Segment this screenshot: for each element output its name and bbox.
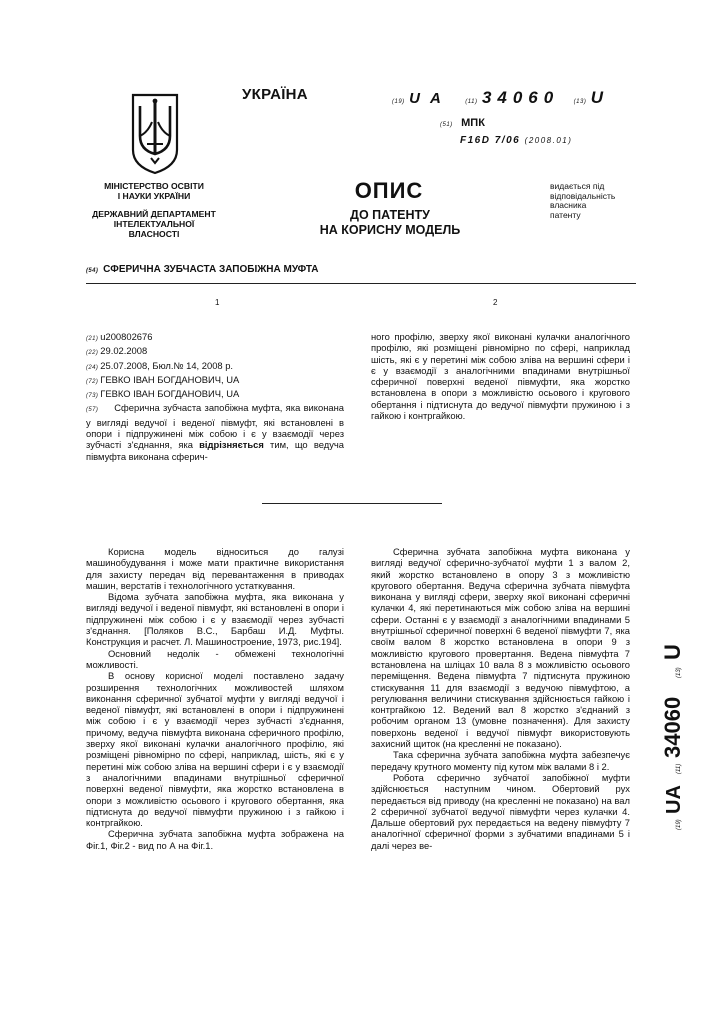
mpk-class: F16D 7/06 bbox=[460, 135, 521, 146]
application-number: u200802676 bbox=[100, 331, 153, 342]
utility-model-title bbox=[86, 264, 319, 275]
claim-text-2: тим, що ведуча півмуфта виконана сферич- bbox=[86, 439, 344, 462]
description-paragraph: Робота сферично зубчатої запобіжної муфти здійснюється наступним чином. Обертовий рух передається від приводу (на кресленні не показано) на вал 2 сферичної зубчатої ведучої півмуфти через кулачки 4. Дальше обертовий рух передається на ведену півмуфту 7 аналогічної сферичної форми з зубчатими впадинами 5 і далі через ве- bbox=[371, 771, 630, 851]
inid-22: (22) bbox=[86, 350, 99, 357]
filing-date-row bbox=[86, 345, 344, 359]
side-patent-label bbox=[652, 582, 692, 832]
description-paragraph: Така сферична зубчата запобіжна муфта забезпечує передачу крутного моменту під кутом між валами 8 і 2. bbox=[371, 749, 630, 772]
note-line-3: власника bbox=[550, 200, 587, 210]
inid-24: (24) bbox=[86, 364, 99, 371]
patent-code-line bbox=[392, 88, 603, 108]
publication-row bbox=[86, 360, 344, 374]
description-paragraph: Корисна модель відноситься до галузі машинобудування і може мати практичне використання для захисту передач від перевантаження в приводах машин, верстатів і технологічного устаткування. bbox=[86, 546, 344, 591]
owner-name: ГЕВКО ІВАН БОГДАНОВИЧ, UA bbox=[100, 388, 240, 400]
filing-date: 29.02.2008 bbox=[100, 345, 148, 357]
inid-72: (72) bbox=[86, 378, 99, 385]
inventor-name: ГЕВКО ІВАН БОГДАНОВИЧ, UA bbox=[100, 373, 240, 385]
subtitle-line-2: НА КОРИСНУ МОДЕЛЬ bbox=[319, 223, 461, 237]
document-subtitle bbox=[300, 208, 480, 238]
description-right-column bbox=[371, 546, 630, 851]
inid-73: (73) bbox=[86, 393, 99, 400]
note-line-1: видається під bbox=[550, 181, 605, 191]
department-line-3: ВЛАСНОСТІ bbox=[128, 229, 180, 239]
mpk-class-line bbox=[460, 130, 572, 148]
country-code: UA bbox=[409, 90, 451, 107]
claim-end-divider bbox=[262, 503, 442, 504]
claim-continuation-text: ного профілю, зверху якої виконані кулачки аналогічного профілю, які розміщені рівномірно по сфері, наприклад шість, які є у перетині між собою зліва на вершині сфери і є у взаємодії з аналогічними впадинами внутрішньої сферичної поверхні веденої півмуфти, яка жорстко встановлена в опори з можливістю осьового і кругового обертання і підтиснута до ведучої півмуфти пружиною і з гайкою і контргайкою. bbox=[371, 331, 630, 422]
title-divider bbox=[86, 283, 636, 284]
country-name: УКРАЇНА bbox=[242, 86, 308, 103]
inid-54: (54) bbox=[86, 268, 99, 274]
inid-11: (11) bbox=[465, 99, 478, 105]
inventor-row bbox=[86, 374, 344, 388]
ukraine-trident-emblem bbox=[130, 92, 180, 176]
description-paragraph: Сферична зубчата запобіжна муфта виконана у вигляді ведучої сферично-зубчатої муфти 1 з валом 2, який жорстко встановлено в опору 3 з можливістю кругового обертання. Ведуча сферична зубчата півмуфта виконана у вигляді сфери, зверху якої виконані сферичні кулачки 4, які перетинаються між собою зліва на вершині сфери. Останні є у взаємодії з аналогічними впадинами 5 внутрішньої сферичної поверхні 6 веденої півмуфти 7, яка своїм валом 8 жорстко встановлена в опори 9 з можливістю кругового провертання. Ведена півмуфта 7 встановлена на шліцах 10 вала 8 з можливістю осьового переміщення. Ведена півмуфта 7 підтиснута пружиною стискування 11 для взаємодії з ведучою півмуфтою, а регулювання величини стискування здійснюється гайкою і контргайкою 12. Ведений вал 8 жорстко з'єднаний з робочим органом 13 (умовне позначення). Для захисту поверхонь веденої і ведучої півмуфт використовують захисний щиток (на кресленні не показано). bbox=[371, 546, 630, 750]
ministry-line-1: МІНІСТЕРСТВО ОСВІТИ bbox=[104, 181, 204, 191]
description-paragraph: Сферична зубчата запобіжна муфта зображена на Фіг.1, Фіг.2 - вид по А на Фіг.1. bbox=[86, 828, 344, 851]
bibliographic-data bbox=[86, 331, 344, 462]
department-name bbox=[88, 209, 220, 239]
claim-continuation bbox=[371, 331, 630, 421]
patent-number: 34060 bbox=[481, 88, 560, 107]
side-inid-13: (13) bbox=[676, 667, 682, 678]
side-inid-11: (11) bbox=[676, 763, 682, 774]
kind-code: U bbox=[590, 88, 604, 107]
note-line-4: патенту bbox=[550, 209, 581, 220]
application-number-row bbox=[86, 331, 344, 345]
mpk-date: (2008.01) bbox=[524, 136, 573, 145]
inid-19: (19) bbox=[392, 99, 405, 105]
publication-info: 25.07.2008, Бюл.№ 14, 2008 р. bbox=[100, 359, 234, 371]
claim-distinguishing-word: відрізняється bbox=[199, 439, 264, 451]
inid-13: (13) bbox=[573, 99, 587, 105]
mpk-line bbox=[440, 113, 485, 131]
model-title-text: СФЕРИЧНА ЗУБЧАСТА ЗАПОБІЖНА МУФТА bbox=[103, 264, 319, 275]
owner-row bbox=[86, 388, 344, 402]
mpk-label: МПК bbox=[461, 117, 485, 129]
description-paragraph: Відома зубчата запобіжна муфта, яка виконана у вигляді ведучої і веденої півмуфт, які встановлені в опори і підпружинені між собою і є у взаємодії через зубчасті з'єднання. [Поляков B.C., Барбаш И.Д. Муфты. Конструкция и расчет. Л. Машиностроение, 1973, рис.194]. bbox=[86, 591, 344, 648]
side-country-code: UA bbox=[663, 785, 685, 814]
note-line-2: відповідальність bbox=[550, 190, 616, 201]
column-number-1: 1 bbox=[215, 298, 220, 307]
ministry-name bbox=[88, 181, 220, 201]
description-left-column bbox=[86, 546, 344, 851]
document-title: ОПИС bbox=[354, 178, 424, 203]
claim-paragraph bbox=[86, 402, 344, 461]
department-line-2: ІНТЕЛЕКТУАЛЬНОЇ bbox=[113, 219, 195, 229]
side-kind-code: U bbox=[660, 644, 685, 660]
inid-21: (21) bbox=[86, 336, 99, 342]
side-inid-19: (19) bbox=[676, 819, 682, 830]
description-paragraph: Основний недолік - обмежені технологічні можливості. bbox=[86, 647, 344, 670]
ministry-line-2: І НАУКИ УКРАЇНИ bbox=[117, 191, 191, 201]
description-paragraph: В основу корисної моделі поставлено задачу розширення технологічних можливостей шляхом виконання сферичної зубчатої муфти у вигляді ведучої і веденої півмуфт, які встановлені в опори і підпружинені між собою і є у взаємодії через зубчасті з'єднання, причому, ведуча півмуфта виконана сферичного профілю, зверху якої виконані кулачки аналогічного профілю, які розміщені рівномірно по сфері, наприклад, шість, які є у перетині між собою зліва на вершині сфери і є у взаємодії з аналогічними впадинами внутрішньої сферичної поверхні веденої півмуфти, яка жорстко встановлена в опори з можливістю осьового і кругового обертання, яка підтиснута до ведучої півмуфти пружиною і з гайкою і контргайкою. bbox=[86, 670, 344, 829]
department-line-1: ДЕРЖАВНИЙ ДЕПАРТАМЕНТ bbox=[92, 209, 216, 219]
inid-51: (51) bbox=[440, 122, 453, 128]
side-patent-number: 34060 bbox=[660, 696, 685, 758]
responsibility-note bbox=[550, 182, 650, 220]
inid-57: (57) bbox=[86, 407, 99, 414]
column-number-2: 2 bbox=[493, 298, 498, 307]
subtitle-line-1: ДО ПАТЕНТУ bbox=[350, 208, 430, 222]
claim-text-1: Сферична зубчаста запобіжна муфта, яка виконана у вигляді ведучої і веденої півмуфт, які встановлені в опори і підпружинені між собою і є у взаємодії через зубчасті з'єднання, яка bbox=[86, 402, 344, 451]
